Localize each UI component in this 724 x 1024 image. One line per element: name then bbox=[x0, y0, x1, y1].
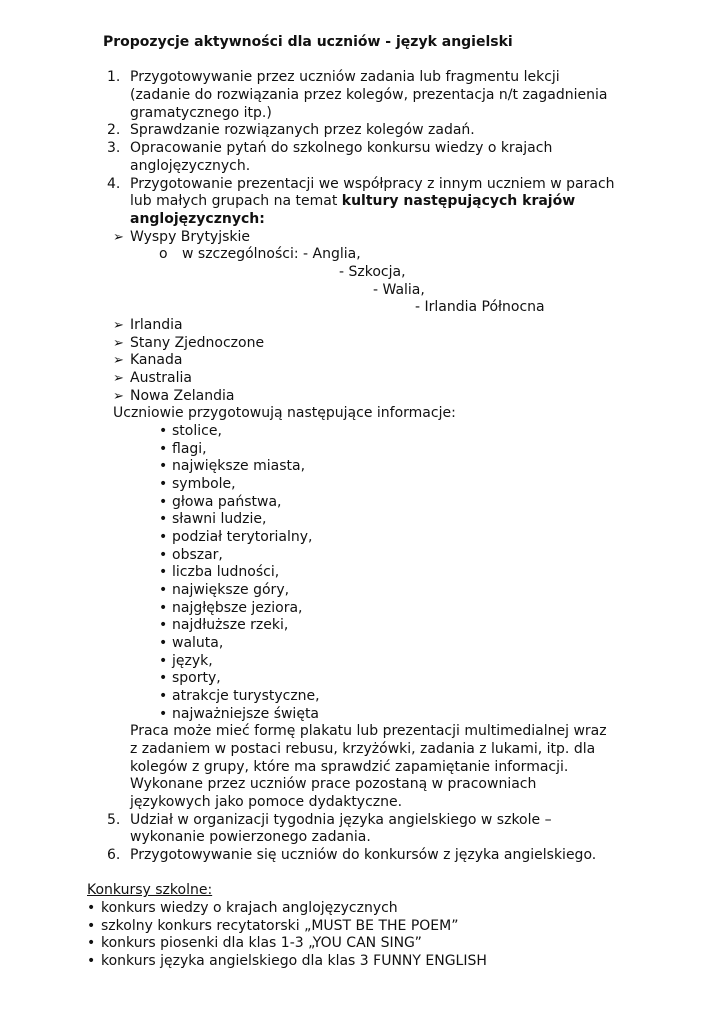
item-text: wykonanie powierzonego zadania. bbox=[130, 829, 371, 845]
info-intro: Uczniowie przygotowują następujące informacje: bbox=[113, 405, 456, 421]
arrow-icon: ➢ bbox=[113, 318, 124, 333]
info-item: najgłębsze jeziora, bbox=[172, 600, 303, 616]
bullet-icon: • bbox=[159, 653, 168, 669]
arrow-icon: ➢ bbox=[113, 336, 124, 351]
item-number: 1. bbox=[107, 69, 121, 85]
uk-part: - Irlandia Północna bbox=[415, 299, 545, 315]
info-item: flagi, bbox=[172, 441, 207, 457]
item-text-line bbox=[130, 193, 575, 211]
arrow-icon: ➢ bbox=[113, 230, 124, 245]
uk-part: - Szkocja, bbox=[339, 264, 406, 280]
paragraph-line: kolegów z grupy, które ma sprawdzić zapamiętanie informacji. bbox=[130, 759, 569, 775]
bullet-icon: • bbox=[159, 706, 168, 722]
uk-intro: w szczególności: - Anglia, bbox=[182, 246, 361, 262]
contest-item: konkurs piosenki dla klas 1-3 „YOU CAN SING” bbox=[101, 935, 422, 951]
contests-heading: Konkursy szkolne: bbox=[87, 882, 213, 898]
info-item: symbole, bbox=[172, 476, 236, 492]
bullet-icon: • bbox=[159, 670, 168, 686]
paragraph-line: Praca może mieć formę plakatu lub prezentacji multimedialnej wraz bbox=[130, 723, 607, 739]
country-item: Kanada bbox=[130, 352, 183, 368]
country-item: Wyspy Brytyjskie bbox=[130, 229, 251, 245]
country-item: Nowa Zelandia bbox=[130, 388, 235, 404]
info-item: głowa państwa, bbox=[172, 494, 282, 510]
info-item: największe miasta, bbox=[172, 458, 306, 474]
item-bold-text: kultury następujących krajów bbox=[341, 193, 576, 209]
item-text: Opracowanie pytań do szkolnego konkursu wiedzy o krajach bbox=[130, 140, 553, 156]
paragraph-line: językowych jako pomoce dydaktyczne. bbox=[130, 794, 403, 810]
bullet-icon: • bbox=[159, 511, 168, 527]
item-text: Sprawdzanie rozwiązanych przez kolegów zadań. bbox=[130, 122, 475, 138]
contest-item: konkurs wiedzy o krajach anglojęzycznych bbox=[101, 900, 398, 916]
arrow-icon: ➢ bbox=[113, 389, 124, 404]
contest-item: szkolny konkurs recytatorski „MUST BE THE POEM” bbox=[101, 918, 459, 934]
info-item: podział terytorialny, bbox=[172, 529, 313, 545]
bullet-icon: • bbox=[159, 423, 168, 439]
info-item: atrakcje turystyczne, bbox=[172, 688, 320, 704]
info-item: język, bbox=[172, 653, 213, 669]
info-item: największe góry, bbox=[172, 582, 290, 598]
info-item: obszar, bbox=[172, 547, 223, 563]
item-number: 6. bbox=[107, 847, 121, 863]
uk-part: - Walia, bbox=[373, 282, 425, 298]
item-text: gramatycznego itp.) bbox=[130, 105, 272, 121]
item-text: Przygotowanie prezentacji we współpracy z innym uczniem w parach bbox=[130, 176, 615, 192]
bullet-icon: • bbox=[159, 529, 168, 545]
item-text: Przygotowywanie przez uczniów zadania lub fragmentu lekcji bbox=[130, 69, 560, 85]
country-item: Stany Zjednoczone bbox=[130, 335, 265, 351]
country-item: Irlandia bbox=[130, 317, 183, 333]
bullet-icon: • bbox=[87, 918, 96, 934]
paragraph-line: Wykonane przez uczniów prace pozostaną w pracowniach bbox=[130, 776, 537, 792]
item-text: (zadanie do rozwiązania przez kolegów, prezentacja n/t zagadnienia bbox=[130, 87, 608, 103]
bullet-icon: • bbox=[159, 476, 168, 492]
info-item: najdłuższe rzeki, bbox=[172, 617, 289, 633]
info-item: sławni ludzie, bbox=[172, 511, 267, 527]
arrow-icon: ➢ bbox=[113, 371, 124, 386]
item-bold-text: anglojęzycznych: bbox=[130, 211, 265, 227]
item-text: Przygotowywanie się uczniów do konkursów z języka angielskiego. bbox=[130, 847, 597, 863]
bullet-icon: • bbox=[87, 900, 96, 916]
item-number: 3. bbox=[107, 140, 121, 156]
bullet-icon: • bbox=[159, 547, 168, 563]
info-item: stolice, bbox=[172, 423, 222, 439]
bullet-icon: • bbox=[159, 600, 168, 616]
item-number: 4. bbox=[107, 176, 121, 192]
bullet-icon: • bbox=[159, 441, 168, 457]
bullet-icon: • bbox=[159, 688, 168, 704]
item-number: 5. bbox=[107, 812, 121, 828]
bullet-icon: • bbox=[159, 635, 168, 651]
paragraph-line: z zadaniem w postaci rebusu, krzyżówki, zadania z lukami, itp. dla bbox=[130, 741, 596, 757]
bullet-icon: • bbox=[87, 953, 96, 969]
item-number: 2. bbox=[107, 122, 121, 138]
bullet-icon: • bbox=[159, 564, 168, 580]
circle-bullet-icon: o bbox=[159, 246, 168, 262]
info-item: waluta, bbox=[172, 635, 224, 651]
country-item: Australia bbox=[130, 370, 192, 386]
bullet-icon: • bbox=[159, 494, 168, 510]
bullet-icon: • bbox=[87, 935, 96, 951]
page-title: Propozycje aktywności dla uczniów - język angielski bbox=[103, 34, 513, 50]
info-item: liczba ludności, bbox=[172, 564, 280, 580]
bullet-icon: • bbox=[159, 458, 168, 474]
info-item: sporty, bbox=[172, 670, 221, 686]
item-text: lub małych grupach na temat bbox=[130, 193, 342, 209]
arrow-icon: ➢ bbox=[113, 353, 124, 368]
item-text: Udział w organizacji tygodnia języka angielskiego w szkole – bbox=[130, 812, 552, 828]
contest-item: konkurs języka angielskiego dla klas 3 FUNNY ENGLISH bbox=[101, 953, 487, 969]
bullet-icon: • bbox=[159, 582, 168, 598]
item-text: anglojęzycznych. bbox=[130, 158, 251, 174]
bullet-icon: • bbox=[159, 617, 168, 633]
info-item: najważniejsze święta bbox=[172, 706, 320, 722]
